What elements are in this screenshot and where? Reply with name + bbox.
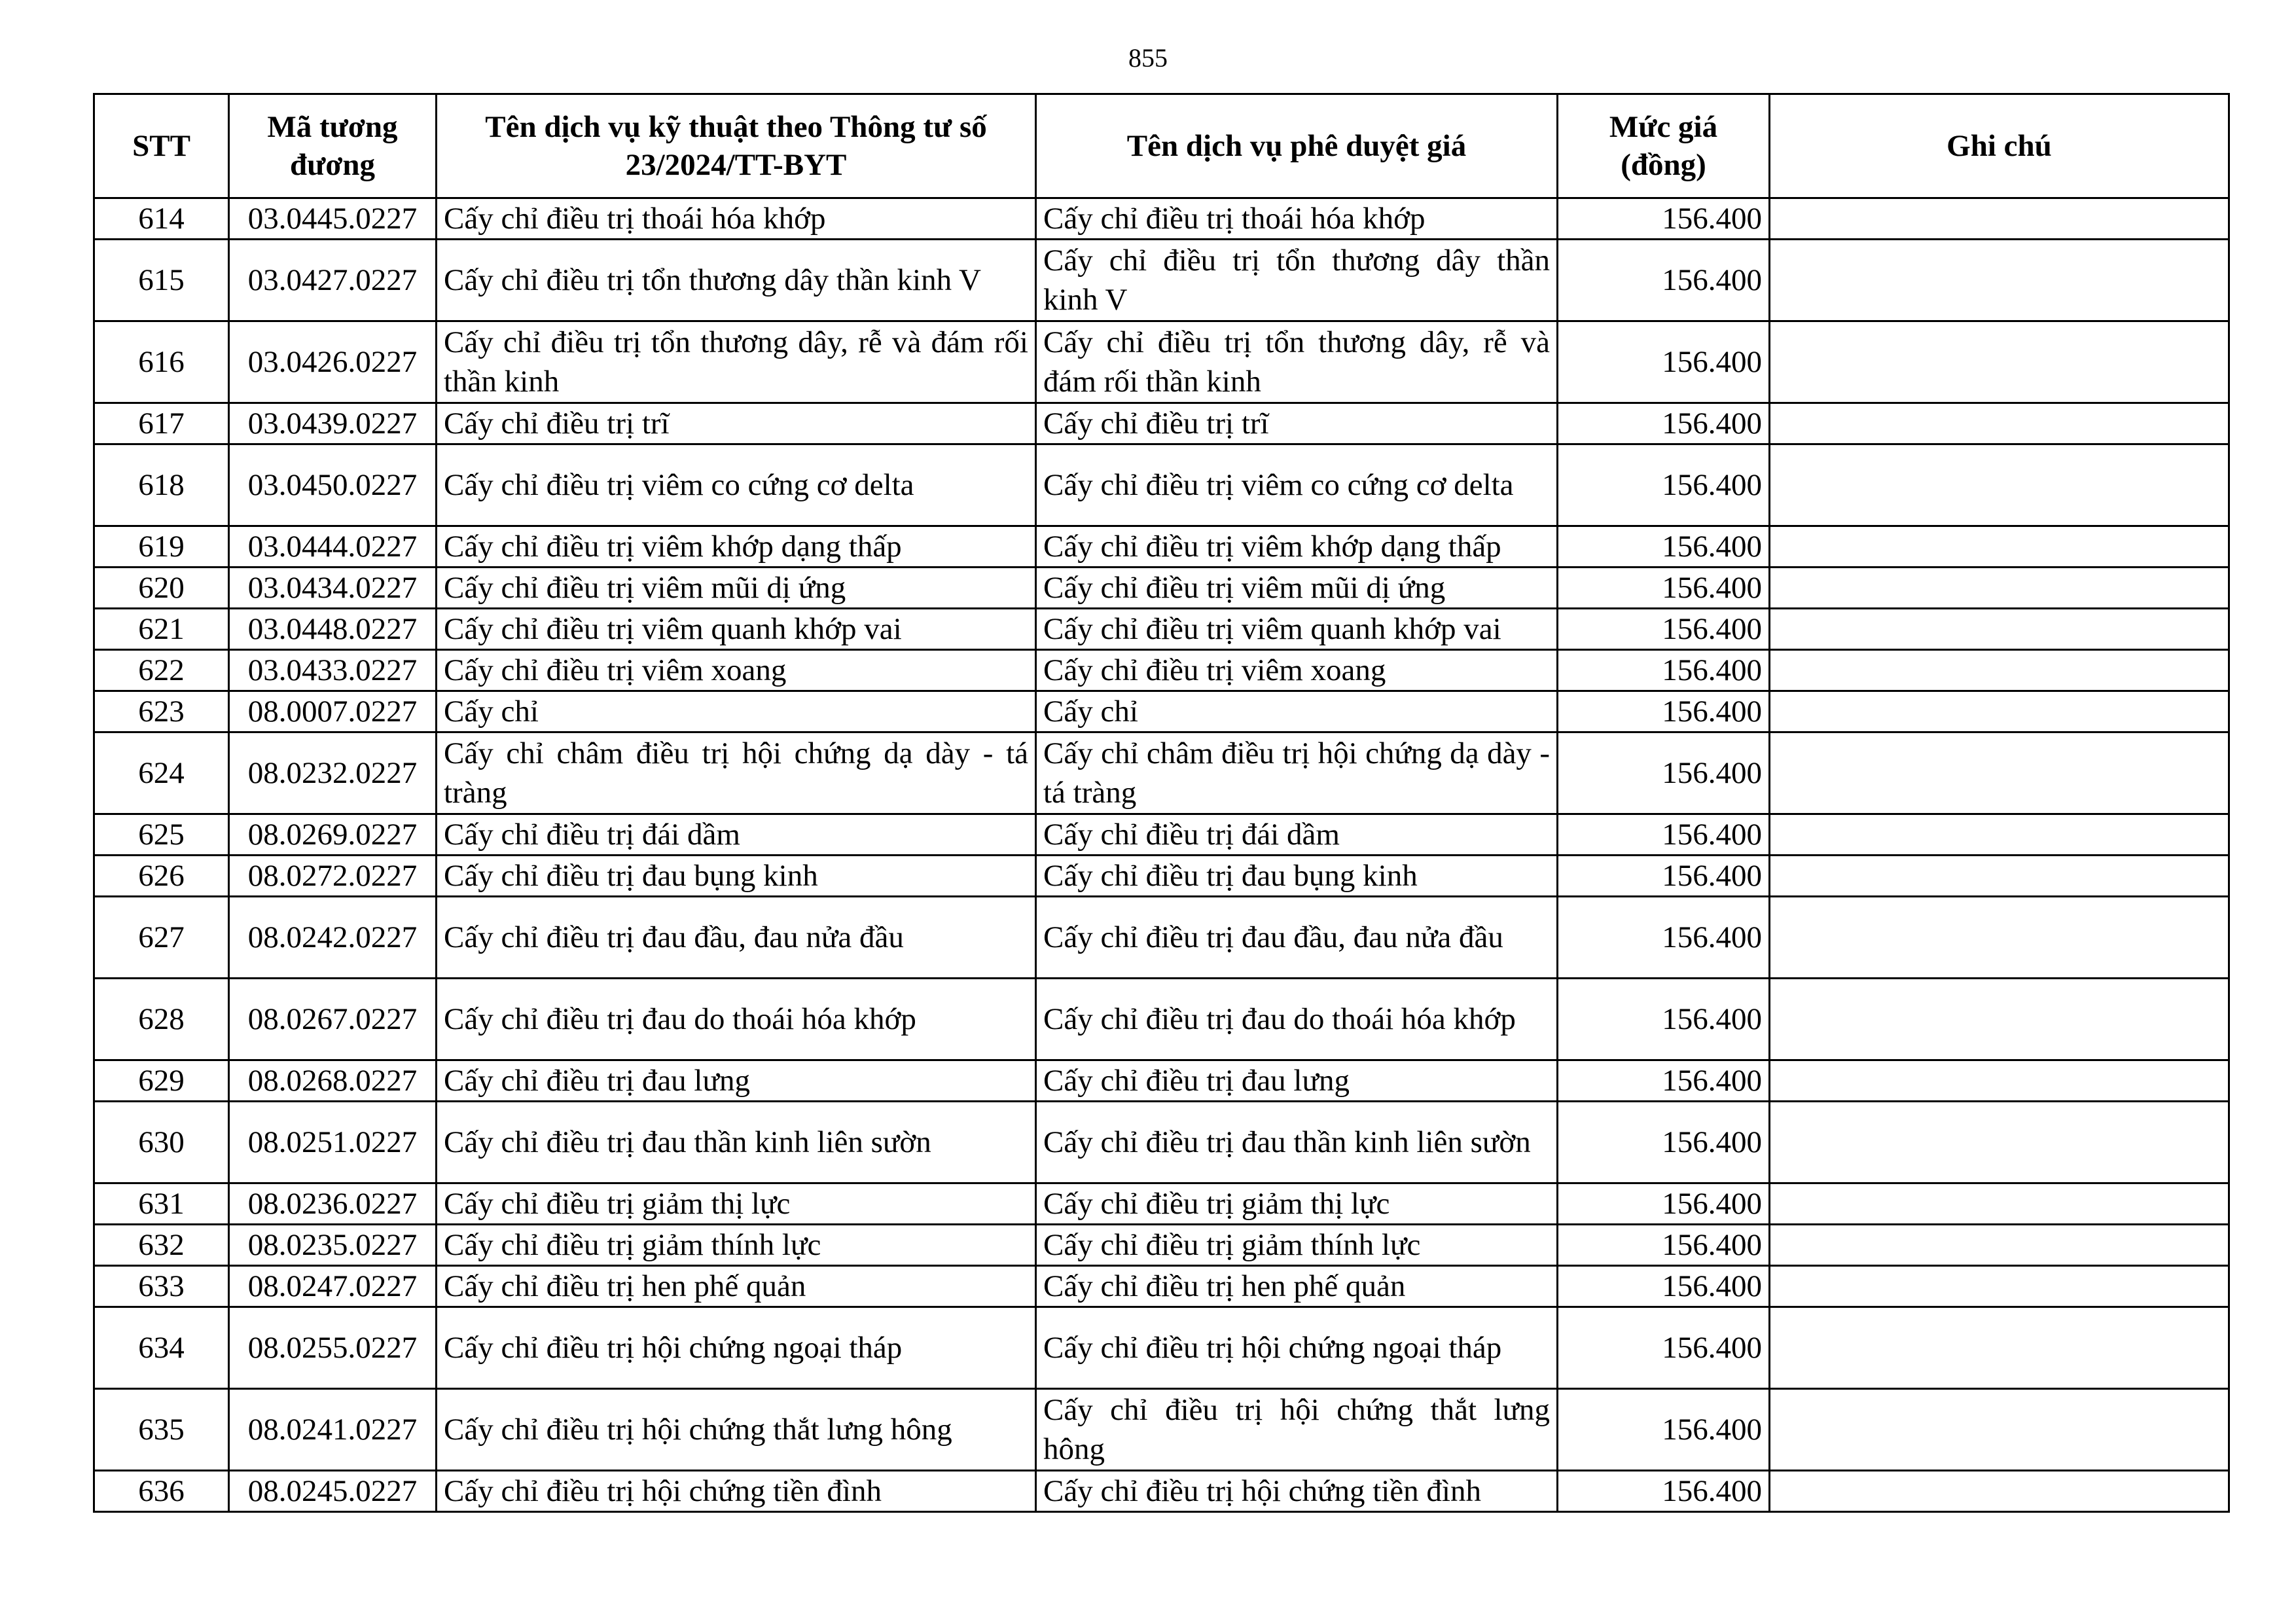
table-row	[94, 1307, 2229, 1389]
cell-service-name: Cấy chỉ điều trị thoái hóa khớp	[437, 198, 1036, 240]
cell-code: 03.0426.0227	[229, 321, 437, 403]
cell-note	[1770, 856, 2229, 897]
cell-approved-name: Cấy chỉ điều trị viêm mũi dị ứng	[1036, 568, 1558, 609]
table-row	[94, 444, 2229, 526]
cell-code: 08.0272.0227	[229, 856, 437, 897]
cell-service-name: Cấy chỉ điều trị đái dầm	[437, 814, 1036, 856]
header-approved-name: Tên dịch vụ phê duyệt giá	[1036, 94, 1558, 198]
table-row	[94, 240, 2229, 321]
table-row	[94, 1471, 2229, 1512]
cell-code: 03.0445.0227	[229, 198, 437, 240]
cell-approved-name: Cấy chỉ điều trị hen phế quản	[1036, 1266, 1558, 1307]
cell-stt: 625	[94, 814, 229, 856]
cell-price: 156.400	[1558, 1225, 1770, 1266]
cell-price: 156.400	[1558, 1183, 1770, 1225]
cell-service-name: Cấy chỉ điều trị giảm thị lực	[437, 1183, 1036, 1225]
cell-stt: 632	[94, 1225, 229, 1266]
cell-stt: 624	[94, 732, 229, 814]
cell-approved-name: Cấy chỉ châm điều trị hội chứng dạ dày - tá tràng	[1036, 732, 1558, 814]
cell-price: 156.400	[1558, 198, 1770, 240]
price-table	[93, 93, 2230, 1513]
cell-stt: 629	[94, 1060, 229, 1102]
cell-note	[1770, 1471, 2229, 1512]
table-row	[94, 1183, 2229, 1225]
cell-approved-name: Cấy chỉ điều trị viêm khớp dạng thấp	[1036, 526, 1558, 568]
table-row	[94, 691, 2229, 732]
table-row	[94, 979, 2229, 1060]
cell-code: 03.0448.0227	[229, 609, 437, 650]
cell-service-name: Cấy chỉ điều trị viêm mũi dị ứng	[437, 568, 1036, 609]
cell-price: 156.400	[1558, 609, 1770, 650]
cell-approved-name: Cấy chỉ	[1036, 691, 1558, 732]
cell-note	[1770, 897, 2229, 979]
cell-approved-name: Cấy chỉ điều trị viêm co cứng cơ delta	[1036, 444, 1558, 526]
header-stt: STT	[94, 94, 229, 198]
table-row	[94, 568, 2229, 609]
cell-stt: 619	[94, 526, 229, 568]
cell-service-name: Cấy chỉ châm điều trị hội chứng dạ dày - tá tràng	[437, 732, 1036, 814]
cell-stt: 636	[94, 1471, 229, 1512]
cell-approved-name: Cấy chỉ điều trị tổn thương dây thần kinh V	[1036, 240, 1558, 321]
cell-service-name: Cấy chỉ điều trị hen phế quản	[437, 1266, 1036, 1307]
table-row	[94, 897, 2229, 979]
table-row	[94, 198, 2229, 240]
table-row	[94, 856, 2229, 897]
table-row	[94, 814, 2229, 856]
header-code: Mã tương đương	[229, 94, 437, 198]
cell-stt: 618	[94, 444, 229, 526]
cell-note	[1770, 321, 2229, 403]
cell-price: 156.400	[1558, 568, 1770, 609]
cell-approved-name: Cấy chỉ điều trị hội chứng thắt lưng hông	[1036, 1389, 1558, 1471]
cell-service-name: Cấy chỉ điều trị tổn thương dây thần kinh V	[437, 240, 1036, 321]
header-price: Mức giá (đồng)	[1558, 94, 1770, 198]
cell-code: 03.0433.0227	[229, 650, 437, 691]
cell-approved-name: Cấy chỉ điều trị hội chứng ngoại tháp	[1036, 1307, 1558, 1389]
cell-stt: 616	[94, 321, 229, 403]
cell-code: 08.0245.0227	[229, 1471, 437, 1512]
cell-stt: 623	[94, 691, 229, 732]
cell-code: 08.0007.0227	[229, 691, 437, 732]
cell-stt: 626	[94, 856, 229, 897]
cell-price: 156.400	[1558, 979, 1770, 1060]
cell-approved-name: Cấy chỉ điều trị giảm thị lực	[1036, 1183, 1558, 1225]
cell-approved-name: Cấy chỉ điều trị viêm xoang	[1036, 650, 1558, 691]
table-row	[94, 1266, 2229, 1307]
cell-code: 08.0267.0227	[229, 979, 437, 1060]
cell-note	[1770, 1060, 2229, 1102]
cell-code: 08.0242.0227	[229, 897, 437, 979]
cell-approved-name: Cấy chỉ điều trị hội chứng tiền đình	[1036, 1471, 1558, 1512]
cell-service-name: Cấy chỉ điều trị trĩ	[437, 403, 1036, 444]
cell-approved-name: Cấy chỉ điều trị đau đầu, đau nửa đầu	[1036, 897, 1558, 979]
table-row	[94, 650, 2229, 691]
cell-stt: 634	[94, 1307, 229, 1389]
cell-note	[1770, 1102, 2229, 1183]
cell-approved-name: Cấy chỉ điều trị đau lưng	[1036, 1060, 1558, 1102]
cell-service-name: Cấy chỉ điều trị hội chứng thắt lưng hông	[437, 1389, 1036, 1471]
cell-code: 08.0232.0227	[229, 732, 437, 814]
cell-code: 08.0235.0227	[229, 1225, 437, 1266]
cell-note	[1770, 650, 2229, 691]
cell-code: 08.0255.0227	[229, 1307, 437, 1389]
cell-stt: 615	[94, 240, 229, 321]
cell-approved-name: Cấy chỉ điều trị đau thần kinh liên sườn	[1036, 1102, 1558, 1183]
cell-stt: 633	[94, 1266, 229, 1307]
cell-approved-name: Cấy chỉ điều trị đái dầm	[1036, 814, 1558, 856]
table-row	[94, 526, 2229, 568]
cell-service-name: Cấy chỉ điều trị viêm quanh khớp vai	[437, 609, 1036, 650]
cell-service-name: Cấy chỉ	[437, 691, 1036, 732]
cell-price: 156.400	[1558, 691, 1770, 732]
page-number: 855	[1128, 43, 1168, 73]
cell-note	[1770, 1307, 2229, 1389]
table-row	[94, 732, 2229, 814]
header-note: Ghi chú	[1770, 94, 2229, 198]
cell-service-name: Cấy chỉ điều trị tổn thương dây, rễ và đám rối thần kinh	[437, 321, 1036, 403]
cell-approved-name: Cấy chỉ điều trị tổn thương dây, rễ và đám rối thần kinh	[1036, 321, 1558, 403]
cell-note	[1770, 240, 2229, 321]
table-row	[94, 1389, 2229, 1471]
cell-service-name: Cấy chỉ điều trị giảm thính lực	[437, 1225, 1036, 1266]
cell-note	[1770, 814, 2229, 856]
cell-approved-name: Cấy chỉ điều trị đau do thoái hóa khớp	[1036, 979, 1558, 1060]
cell-code: 08.0247.0227	[229, 1266, 437, 1307]
cell-stt: 635	[94, 1389, 229, 1471]
header-service-name: Tên dịch vụ kỹ thuật theo Thông tư số 23/2024/TT-BYT	[437, 94, 1036, 198]
cell-service-name: Cấy chỉ điều trị đau do thoái hóa khớp	[437, 979, 1036, 1060]
table-row	[94, 403, 2229, 444]
cell-price: 156.400	[1558, 526, 1770, 568]
cell-service-name: Cấy chỉ điều trị viêm co cứng cơ delta	[437, 444, 1036, 526]
cell-note	[1770, 526, 2229, 568]
cell-stt: 620	[94, 568, 229, 609]
cell-code: 08.0269.0227	[229, 814, 437, 856]
cell-stt: 627	[94, 897, 229, 979]
cell-code: 03.0434.0227	[229, 568, 437, 609]
cell-stt: 617	[94, 403, 229, 444]
cell-code: 03.0439.0227	[229, 403, 437, 444]
cell-service-name: Cấy chỉ điều trị đau bụng kinh	[437, 856, 1036, 897]
cell-price: 156.400	[1558, 403, 1770, 444]
cell-note	[1770, 1183, 2229, 1225]
cell-note	[1770, 1266, 2229, 1307]
cell-price: 156.400	[1558, 1307, 1770, 1389]
cell-service-name: Cấy chỉ điều trị đau lưng	[437, 1060, 1036, 1102]
cell-price: 156.400	[1558, 1389, 1770, 1471]
cell-approved-name: Cấy chỉ điều trị đau bụng kinh	[1036, 856, 1558, 897]
cell-code: 08.0241.0227	[229, 1389, 437, 1471]
table-body	[94, 198, 2229, 1512]
cell-price: 156.400	[1558, 1471, 1770, 1512]
cell-price: 156.400	[1558, 1266, 1770, 1307]
cell-price: 156.400	[1558, 650, 1770, 691]
cell-note	[1770, 732, 2229, 814]
table-row	[94, 1102, 2229, 1183]
table-row	[94, 609, 2229, 650]
cell-service-name: Cấy chỉ điều trị đau thần kinh liên sườn	[437, 1102, 1036, 1183]
cell-code: 03.0444.0227	[229, 526, 437, 568]
cell-price: 156.400	[1558, 1102, 1770, 1183]
cell-code: 08.0251.0227	[229, 1102, 437, 1183]
cell-service-name: Cấy chỉ điều trị hội chứng tiền đình	[437, 1471, 1036, 1512]
cell-code: 03.0450.0227	[229, 444, 437, 526]
table-row	[94, 1225, 2229, 1266]
cell-approved-name: Cấy chỉ điều trị trĩ	[1036, 403, 1558, 444]
cell-code: 08.0236.0227	[229, 1183, 437, 1225]
cell-price: 156.400	[1558, 814, 1770, 856]
cell-price: 156.400	[1558, 856, 1770, 897]
cell-stt: 622	[94, 650, 229, 691]
cell-service-name: Cấy chỉ điều trị viêm khớp dạng thấp	[437, 526, 1036, 568]
table-row	[94, 321, 2229, 403]
cell-approved-name: Cấy chỉ điều trị thoái hóa khớp	[1036, 198, 1558, 240]
cell-note	[1770, 691, 2229, 732]
cell-note	[1770, 609, 2229, 650]
table-row	[94, 1060, 2229, 1102]
cell-note	[1770, 444, 2229, 526]
cell-note	[1770, 1225, 2229, 1266]
cell-service-name: Cấy chỉ điều trị viêm xoang	[437, 650, 1036, 691]
table-header	[94, 94, 2229, 198]
cell-stt: 621	[94, 609, 229, 650]
cell-service-name: Cấy chỉ điều trị hội chứng ngoại tháp	[437, 1307, 1036, 1389]
cell-note	[1770, 1389, 2229, 1471]
cell-price: 156.400	[1558, 1060, 1770, 1102]
cell-service-name: Cấy chỉ điều trị đau đầu, đau nửa đầu	[437, 897, 1036, 979]
header-row	[94, 94, 2229, 198]
cell-stt: 614	[94, 198, 229, 240]
cell-stt: 628	[94, 979, 229, 1060]
cell-price: 156.400	[1558, 897, 1770, 979]
cell-price: 156.400	[1558, 321, 1770, 403]
cell-stt: 630	[94, 1102, 229, 1183]
cell-stt: 631	[94, 1183, 229, 1225]
cell-approved-name: Cấy chỉ điều trị giảm thính lực	[1036, 1225, 1558, 1266]
cell-approved-name: Cấy chỉ điều trị viêm quanh khớp vai	[1036, 609, 1558, 650]
cell-code: 08.0268.0227	[229, 1060, 437, 1102]
cell-note	[1770, 979, 2229, 1060]
cell-code: 03.0427.0227	[229, 240, 437, 321]
cell-price: 156.400	[1558, 240, 1770, 321]
cell-note	[1770, 198, 2229, 240]
cell-price: 156.400	[1558, 444, 1770, 526]
cell-note	[1770, 403, 2229, 444]
cell-note	[1770, 568, 2229, 609]
cell-price: 156.400	[1558, 732, 1770, 814]
